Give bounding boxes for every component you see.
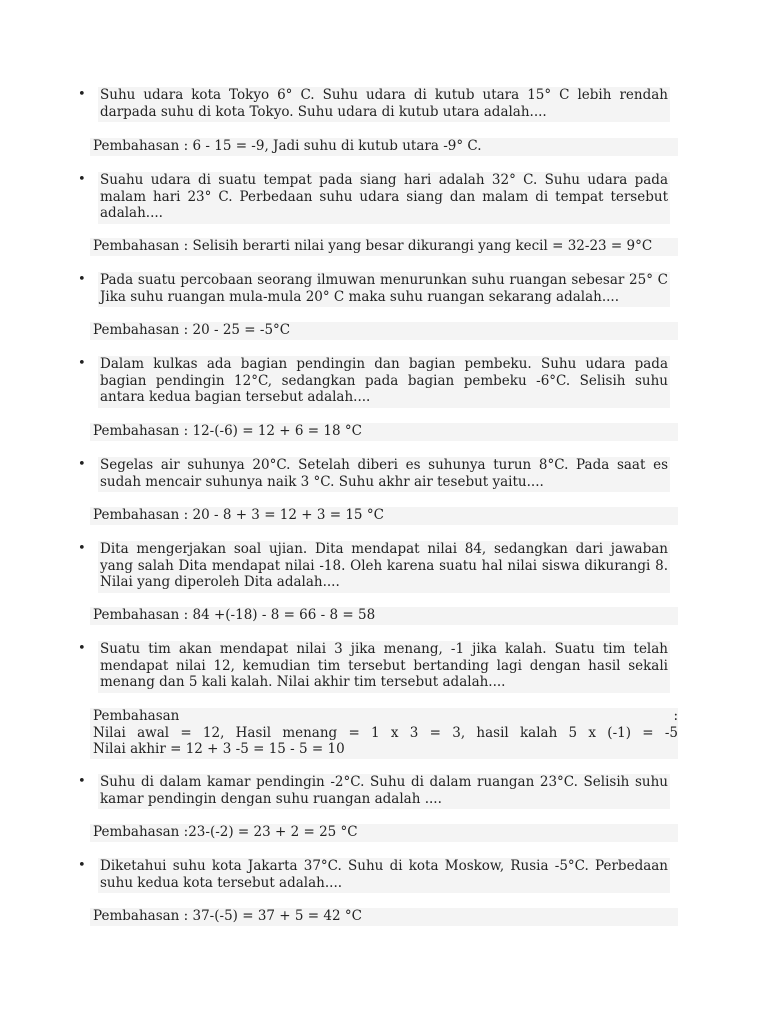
answer-4 — [90, 423, 678, 441]
bullet: • — [78, 541, 86, 556]
answer-text: Pembahasan : 20 - 25 = -5°C — [93, 322, 291, 338]
answer-8 — [90, 824, 678, 842]
question-text: Segelas air suhunya 20°C. Setelah diberi es suhunya turun 8°C. Pada saat es sudah mencair suhunya naik 3 °C. Suhu akhr air tesebut yaitu.... — [98, 457, 670, 492]
bullet: • — [78, 457, 86, 472]
question-4 — [78, 356, 670, 408]
question-9 — [78, 858, 670, 893]
question-text: Suahu udara di suatu tempat pada siang hari adalah 32° C. Suhu udara pada malam hari 23° C. Perbedaan suhu udara siang dan malam di tempat tersebut adalah.... — [98, 172, 670, 224]
bullet: • — [78, 87, 86, 102]
bullet: • — [78, 356, 86, 371]
question-text: Dita mengerjakan soal ujian. Dita mendapat nilai 84, sedangkan dari jawaban yang salah Dita mendapat nilai -18. Oleh karena suatu hal nilai siswa dikurangi 8. Nilai yang diperoleh Dita adalah.... — [98, 541, 670, 593]
answer-1 — [90, 138, 678, 156]
question-text: Diketahui suhu kota Jakarta 37°C. Suhu di kota Moskow, Rusia -5°C. Perbedaan suhu kedua kota tersebut adalah.... — [98, 858, 670, 893]
bullet: • — [78, 774, 86, 789]
answer-text: Nilai awal = 12, Hasil menang = 1 x 3 = 3, hasil kalah 5 x (-1) = -5 — [93, 724, 678, 741]
answer-text: Pembahasan : 84 +(-18) - 8 = 66 - 8 = 58 — [93, 607, 376, 623]
answer-text: Pembahasan :23-(-2) = 23 + 2 = 25 °C — [93, 824, 358, 840]
answer-6 — [90, 607, 678, 625]
bullet: • — [78, 172, 86, 187]
answer-2 — [90, 238, 678, 256]
question-text: Suatu tim akan mendapat nilai 3 jika menang, -1 jika kalah. Suatu tim telah mendapat nilai 12, kemudian tim tersebut bertanding lagi dengan hasil sekali menang dan 5 kali kalah. Nilai akhir tim tersebut adalah.... — [98, 641, 670, 693]
bullet: • — [78, 858, 86, 873]
answer-9 — [90, 908, 678, 926]
answer-3 — [90, 322, 678, 340]
answer-5 — [90, 507, 678, 525]
answer-text: Pembahasan : 12-(-6) = 12 + 6 = 18 °C — [93, 423, 362, 439]
answer-heading: Pembahasan : — [93, 708, 678, 724]
question-6 — [78, 541, 670, 593]
answer-7 — [90, 708, 678, 759]
question-8 — [78, 774, 670, 809]
answer-text: Nilai akhir = 12 + 3 -5 = 15 - 5 = 10 — [93, 741, 345, 758]
question-3 — [78, 272, 670, 307]
answer-text: Pembahasan : 6 - 15 = -9, Jadi suhu di kutub utara -9° C. — [93, 138, 482, 154]
question-2 — [78, 172, 670, 224]
question-7 — [78, 641, 670, 693]
bullet: • — [78, 641, 86, 656]
answer-text: Pembahasan : 20 - 8 + 3 = 12 + 3 = 15 °C — [93, 507, 384, 523]
question-text: Suhu di dalam kamar pendingin -2°C. Suhu di dalam ruangan 23°C. Selisih suhu kamar pendingin dengan suhu ruangan adalah .... — [98, 774, 670, 809]
question-text: Pada suatu percobaan seorang ilmuwan menurunkan suhu ruangan sebesar 25° C Jika suhu ruangan mula-mula 20° C maka suhu ruangan sekarang adalah.... — [98, 272, 670, 307]
bullet: • — [78, 272, 86, 287]
question-5 — [78, 457, 670, 492]
question-text: Suhu udara kota Tokyo 6° C. Suhu udara di kutub utara 15° C lebih rendah darpada suhu di kota Tokyo. Suhu udara di kutub utara adalah.... — [98, 87, 670, 122]
answer-text: Pembahasan : 37-(-5) = 37 + 5 = 42 °C — [93, 908, 362, 924]
question-1 — [78, 87, 670, 122]
question-text: Dalam kulkas ada bagian pendingin dan bagian pembeku. Suhu udara pada bagian pendingin 12°C, sedangkan pada bagian pembeku -6°C. Selisih suhu antara kedua bagian tersebut adalah.... — [98, 356, 670, 408]
answer-text: Pembahasan : Selisih berarti nilai yang besar dikurangi yang kecil = 32-23 = 9°C — [93, 238, 653, 254]
